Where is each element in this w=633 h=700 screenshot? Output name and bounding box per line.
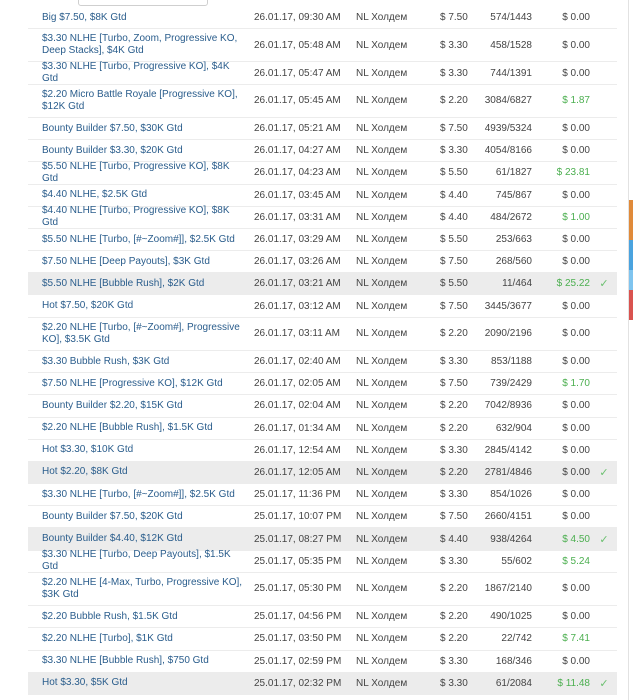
tournament-date: 25.01.17, 02:32 PM [254, 677, 342, 689]
check-icon: ✓ [599, 466, 609, 479]
table-row[interactable] [28, 395, 617, 417]
tournament-date: 26.01.17, 03:26 AM [254, 256, 341, 268]
winnings: $ 11.48 [557, 677, 590, 689]
table-row[interactable] [28, 673, 617, 695]
game-type: NL Холдем [356, 489, 408, 501]
tournament-date: 26.01.17, 03:11 AM [254, 328, 340, 340]
winnings: $ 0.00 [562, 12, 590, 24]
buy-in: $ 5.50 [440, 234, 468, 245]
game-type: NL Холдем [356, 378, 408, 390]
buy-in: $ 7.50 [440, 378, 468, 390]
tournament-date: 26.01.17, 12:05 AM [254, 466, 341, 478]
finish-position: 484/2672 [490, 211, 532, 223]
buy-in: $ 2.20 [440, 583, 468, 595]
tournament-name-link[interactable]: $3.30 NLHE [Turbo, [#~Zoom#]], $2.5K Gtd [42, 488, 235, 500]
finish-position: 7042/8936 [484, 400, 532, 412]
game-type: NL Холдем [356, 400, 408, 412]
table-row[interactable] [28, 606, 617, 628]
game-type: NL Холдем [356, 677, 408, 689]
game-type: NL Холдем [356, 555, 408, 567]
tournament-name-link[interactable]: $3.30 NLHE [Turbo, Zoom, Progressive KO, Deep Stacks], $4K Gtd [42, 33, 238, 57]
winnings: $ 23.81 [556, 167, 590, 179]
winnings: $ 0.00 [562, 489, 590, 501]
buy-in: $ 4.40 [440, 533, 468, 545]
table-row[interactable] [28, 251, 617, 273]
tournament-date: 25.01.17, 11:36 PM [254, 489, 341, 501]
tournament-name-link[interactable]: $3.30 NLHE [Turbo, Deep Payouts], $1.5K Gtd [42, 549, 231, 573]
winnings: $ 0.00 [562, 400, 590, 412]
tournament-date: 25.01.17, 04:56 PM [254, 611, 342, 623]
buy-in: $ 2.20 [440, 633, 468, 645]
table-row[interactable] [28, 551, 617, 573]
game-type: NL Холдем [356, 422, 408, 434]
winnings: $ 0.00 [562, 422, 590, 434]
winnings: $ 1.00 [562, 211, 590, 223]
buy-in: $ 3.30 [440, 555, 468, 567]
winnings: $ 4.50 [562, 533, 590, 545]
finish-position: 3084/6827 [484, 95, 532, 107]
tournament-name-link[interactable]: Big $7.50, $8K Gtd [42, 11, 127, 23]
tournament-name-link[interactable]: $7.50 NLHE [Progressive KO], $12K Gtd [42, 377, 223, 389]
game-type: NL Холдем [356, 12, 408, 24]
game-type: NL Холдем [356, 444, 408, 456]
table-row[interactable] [28, 651, 617, 673]
buy-in: $ 3.30 [440, 444, 468, 456]
table-row[interactable] [28, 440, 617, 462]
game-type: NL Холдем [356, 145, 408, 157]
table-row[interactable] [28, 273, 617, 295]
game-type: NL Холдем [356, 95, 408, 107]
tournament-date: 26.01.17, 03:45 AM [254, 189, 341, 201]
tournament-date: 26.01.17, 02:05 AM [254, 378, 341, 390]
table-row[interactable] [28, 162, 617, 184]
finish-position: 2845/4142 [484, 444, 532, 456]
tournament-name-link[interactable]: $2.20 NLHE [Turbo, [#~Zoom#], Progressive KO], $3.5K Gtd [42, 321, 240, 345]
tournament-date: 25.01.17, 08:27 PM [254, 533, 342, 545]
table-row[interactable] [28, 573, 617, 606]
check-icon: ✓ [599, 677, 609, 690]
tournament-date: 26.01.17, 05:45 AM [254, 95, 341, 107]
finish-position: 61/1827 [495, 167, 532, 179]
game-type: NL Холдем [356, 511, 408, 523]
tournament-date: 25.01.17, 02:59 PM [254, 655, 342, 667]
finish-position: 853/1188 [491, 356, 532, 368]
finish-position: 458/1528 [490, 39, 532, 51]
table-row[interactable] [28, 207, 617, 229]
tournament-name-link[interactable]: $3.30 NLHE [Turbo, Progressive KO], $4K Gtd [42, 61, 230, 85]
game-type: NL Холдем [356, 300, 408, 312]
tournament-name-link[interactable]: $4.40 NLHE, $2.5K Gtd [42, 189, 148, 201]
check-icon: ✓ [599, 533, 609, 546]
search-input[interactable] [78, 0, 208, 6]
tournament-name-link[interactable]: Bounty Builder $7.50, $30K Gtd [42, 122, 183, 134]
table-row[interactable] [28, 373, 617, 395]
tournament-name-link[interactable]: $2.20 NLHE [Turbo], $1K Gtd [42, 632, 173, 644]
game-type: NL Холдем [356, 611, 408, 623]
finish-position: 2781/4846 [484, 466, 532, 478]
buy-in: $ 5.50 [440, 167, 468, 179]
tournament-date: 26.01.17, 03:12 AM [254, 300, 341, 312]
winnings: $ 1.70 [562, 378, 590, 390]
tournament-name-link[interactable]: $2.20 NLHE [Bubble Rush], $1.5K Gtd [42, 422, 213, 434]
winnings: $ 0.00 [562, 511, 590, 523]
winnings: $ 7.41 [562, 633, 590, 645]
tournament-name-link[interactable]: $2.20 Micro Battle Royale [Progressive KO], $12K Gtd [42, 88, 238, 112]
table-row[interactable] [28, 418, 617, 440]
finish-position: 268/560 [495, 256, 532, 268]
table-row[interactable] [28, 628, 617, 650]
tournament-date: 25.01.17, 03:50 PM [254, 633, 342, 645]
finish-position: 490/1025 [490, 611, 532, 623]
winnings: $ 1.87 [562, 95, 590, 107]
finish-position: 632/904 [495, 422, 532, 434]
winnings: $ 0.00 [562, 328, 590, 340]
side-share-button-lightblue[interactable] [629, 270, 633, 290]
game-type: NL Холдем [356, 189, 408, 201]
tournament-name-link[interactable]: Hot $2.20, $8K Gtd [42, 466, 128, 478]
finish-position: 1867/2140 [484, 583, 532, 595]
table-row[interactable] [28, 351, 617, 373]
winnings: $ 0.00 [562, 611, 590, 623]
side-share-button-orange[interactable] [629, 200, 633, 240]
winnings: $ 0.00 [562, 256, 590, 268]
finish-position: 168/346 [495, 655, 532, 667]
winnings: $ 0.00 [562, 300, 590, 312]
table-row[interactable] [28, 484, 617, 506]
tournament-name-link[interactable]: $3.30 NLHE [Bubble Rush], $750 Gtd [42, 655, 209, 667]
table-row[interactable] [28, 528, 617, 550]
winnings: $ 0.00 [562, 356, 590, 368]
finish-position: 739/2429 [490, 378, 532, 390]
winnings: $ 25.22 [556, 278, 590, 290]
finish-position: 854/1026 [490, 489, 532, 501]
tournament-date: 26.01.17, 02:04 AM [254, 400, 341, 412]
buy-in: $ 3.30 [440, 39, 468, 51]
finish-position: 574/1443 [490, 12, 532, 24]
finish-position: 4054/8166 [484, 145, 532, 157]
tournament-name-link[interactable]: $2.20 NLHE [4-Max, Turbo, Progressive KO], $3K Gtd [42, 576, 243, 600]
buy-in: $ 3.30 [440, 655, 468, 667]
tournament-date: 26.01.17, 04:27 AM [254, 145, 341, 157]
winnings: $ 0.00 [562, 39, 590, 51]
buy-in: $ 2.20 [440, 466, 468, 478]
table-row[interactable] [28, 462, 617, 484]
buy-in: $ 3.30 [440, 145, 468, 157]
table-row[interactable] [28, 118, 617, 140]
tournament-name-link[interactable]: Hot $3.30, $5K Gtd [42, 677, 128, 689]
scrollbar-track[interactable] [628, 0, 629, 700]
finish-position: 55/602 [501, 555, 532, 567]
tournament-name-link[interactable]: $2.20 Bubble Rush, $1.5K Gtd [42, 610, 178, 622]
tournament-date: 26.01.17, 05:21 AM [254, 123, 341, 135]
buy-in: $ 2.20 [440, 611, 468, 623]
buy-in: $ 7.50 [440, 123, 468, 135]
tournament-date: 26.01.17, 01:34 AM [254, 422, 341, 434]
table-row[interactable] [28, 62, 617, 84]
buy-in: $ 7.50 [440, 511, 468, 523]
game-type: NL Холдем [356, 167, 408, 179]
side-share-button-red[interactable] [629, 290, 633, 320]
game-type: NL Холдем [356, 328, 408, 340]
tournament-name-link[interactable]: Bounty Builder $7.50, $20K Gtd [42, 510, 183, 522]
tournament-name-link[interactable]: Bounty Builder $4.40, $12K Gtd [42, 533, 183, 545]
buy-in: $ 4.40 [440, 189, 468, 201]
tournament-name-link[interactable]: Hot $3.30, $10K Gtd [42, 444, 134, 456]
finish-position: 61/2084 [495, 677, 532, 689]
game-type: NL Холдем [356, 234, 408, 245]
buy-in: $ 2.20 [440, 400, 468, 412]
finish-position: 22/742 [501, 633, 532, 645]
game-type: NL Холдем [356, 67, 408, 79]
winnings: $ 0.00 [562, 583, 590, 595]
finish-position: 745/867 [495, 189, 532, 201]
table-row[interactable] [28, 295, 617, 317]
table-row[interactable] [28, 185, 617, 207]
table-row[interactable] [28, 7, 617, 29]
winnings: $ 0.00 [562, 67, 590, 79]
table-row[interactable] [28, 318, 617, 351]
side-share-button-blue[interactable] [629, 240, 633, 270]
tournament-date: 26.01.17, 03:21 AM [254, 278, 341, 290]
buy-in: $ 3.30 [440, 489, 468, 501]
tournament-date: 26.01.17, 03:29 AM [254, 234, 341, 245]
table-row[interactable] [28, 229, 617, 251]
game-type: NL Холдем [356, 123, 408, 135]
game-type: NL Холдем [356, 466, 408, 478]
table-row[interactable] [28, 506, 617, 528]
tournament-name-link[interactable]: $5.50 NLHE [Turbo, [#~Zoom#]], $2.5K Gtd [42, 233, 235, 245]
finish-position: 253/663 [495, 234, 532, 245]
winnings: $ 0.00 [562, 444, 590, 456]
tournament-date: 26.01.17, 03:31 AM [254, 211, 341, 223]
buy-in: $ 7.50 [440, 12, 468, 24]
check-icon: ✓ [599, 278, 609, 291]
buy-in: $ 2.20 [440, 95, 468, 107]
tournament-name-link[interactable]: $3.30 Bubble Rush, $3K Gtd [42, 355, 170, 367]
buy-in: $ 3.30 [440, 356, 468, 368]
winnings: $ 5.24 [562, 555, 590, 567]
tournament-date: 26.01.17, 04:23 AM [254, 167, 341, 179]
tournament-name-link[interactable]: $7.50 NLHE [Deep Payouts], $3K Gtd [42, 255, 210, 267]
tournament-date: 25.01.17, 05:35 PM [254, 555, 342, 567]
table-row[interactable] [28, 140, 617, 162]
table-row[interactable] [28, 29, 617, 62]
game-type: NL Холдем [356, 356, 408, 368]
buy-in: $ 3.30 [440, 677, 468, 689]
tournament-date: 25.01.17, 10:07 PM [254, 511, 342, 523]
game-type: NL Холдем [356, 655, 408, 667]
game-type: NL Холдем [356, 278, 408, 290]
winnings: $ 0.00 [562, 466, 590, 478]
game-type: NL Холдем [356, 583, 408, 595]
buy-in: $ 2.20 [440, 422, 468, 434]
tournament-date: 25.01.17, 05:30 PM [254, 583, 342, 595]
winnings: $ 0.00 [562, 189, 590, 201]
finish-position: 2090/2196 [484, 328, 532, 340]
tournament-name-link[interactable]: $5.50 NLHE [Bubble Rush], $2K Gtd [42, 277, 205, 289]
winnings: $ 0.00 [562, 145, 590, 157]
game-type: NL Холдем [356, 256, 408, 268]
table-row[interactable] [28, 85, 617, 118]
game-type: NL Холдем [356, 633, 408, 645]
buy-in: $ 7.50 [440, 256, 468, 268]
tournament-name-link[interactable]: Bounty Builder $2.20, $15K Gtd [42, 399, 183, 411]
finish-position: 3445/3677 [484, 300, 532, 312]
game-type: NL Холдем [356, 533, 408, 545]
buy-in: $ 7.50 [440, 300, 468, 312]
tournament-date: 26.01.17, 05:47 AM [254, 67, 341, 79]
finish-position: 4939/5324 [484, 123, 532, 135]
tournament-name-link[interactable]: Hot $7.50, $20K Gtd [42, 300, 134, 312]
tournament-date: 26.01.17, 09:30 AM [254, 12, 341, 24]
finish-position: 2660/4151 [484, 511, 532, 523]
tournament-name-link[interactable]: Bounty Builder $3.30, $20K Gtd [42, 144, 183, 156]
tournament-date: 26.01.17, 02:40 AM [254, 356, 341, 368]
buy-in: $ 2.20 [440, 328, 468, 340]
finish-position: 744/1391 [490, 67, 532, 79]
buy-in: $ 5.50 [440, 278, 468, 290]
tournament-results-table [28, 7, 617, 695]
game-type: NL Холдем [356, 211, 408, 223]
game-type: NL Холдем [356, 39, 408, 51]
finish-position: 938/4264 [490, 533, 532, 545]
tournament-date: 26.01.17, 12:54 AM [254, 444, 341, 456]
tournament-date: 26.01.17, 05:48 AM [254, 39, 341, 51]
buy-in: $ 3.30 [440, 67, 468, 79]
winnings: $ 0.00 [562, 123, 590, 135]
finish-position: 11/464 [502, 278, 532, 290]
buy-in: $ 4.40 [440, 211, 468, 223]
winnings: $ 0.00 [562, 655, 590, 667]
winnings: $ 0.00 [562, 234, 590, 245]
tournament-name-link[interactable]: $4.40 NLHE [Turbo, Progressive KO], $8K Gtd [42, 205, 230, 229]
tournament-name-link[interactable]: $5.50 NLHE [Turbo, Progressive KO], $8K Gtd [42, 160, 230, 184]
